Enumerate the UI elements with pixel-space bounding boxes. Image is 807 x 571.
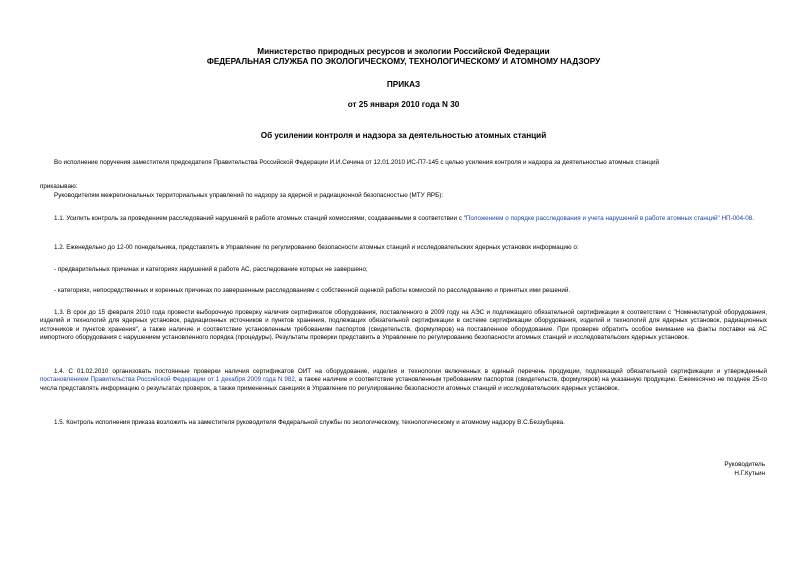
- document-title: Об усилении контроля и надзора за деятельностью атомных станций: [260, 131, 547, 140]
- signatory-name: Н.Г.Кутьин: [734, 469, 765, 477]
- regulation-link[interactable]: Положением о порядке расследования и учета нарушений в работе атомных станций" НП-004-08: [465, 215, 753, 222]
- order-word: приказываю:: [40, 183, 78, 190]
- paragraph-1-1-end: .: [752, 215, 755, 222]
- ministry-name: Министерство природных ресурсов и экологии Российской Федерации: [257, 47, 550, 56]
- signature-block: [724, 461, 765, 478]
- addressees-paragraph: Руководителям межрегиональных территориальных управлений по надзору за ядерной и радиационной безопасностью (МТУ ЯРБ):: [54, 192, 444, 199]
- paragraph-1-4-text: 1.4. С 01.02.2010 организовать постоянные проверки наличия сертификатов ОИТ на оборудование, изделия и технологии включенных в единый перечень продукции, подлежащей обязательной сертификации и утвержденный: [54, 368, 767, 375]
- intro-paragraph: Во исполнение поручения заместителя председателя Правительства Российской Федерации И.И.Сечина от 12.01.2010 ИС-П7-145 с целью усиления контроля и надзора за деятельностью атомных станций: [54, 159, 659, 166]
- document-date-number: от 25 января 2010 года N 30: [347, 100, 460, 109]
- paragraph-1-4-rest: , а также наличие и соответствие установленным требованиям паспортов (свидетельств, формуляров) на указанную продукцию. Ежемесячно не позднее 25-го числа представлять информацию о результатах проверок, а также примененных санкциях в Управление по регулированию безопасности атомных станций и исследовательских ядерных установок.: [40, 376, 767, 392]
- government-decree-link[interactable]: постановлением Правительства Российской Федерации от 1 декабря 2009 года N 982: [40, 376, 295, 384]
- service-name: ФЕДЕРАЛЬНАЯ СЛУЖБА ПО ЭКОЛОГИЧЕСКОМУ, ТЕХНОЛОГИЧЕСКОМУ И АТОМНОМУ НАДЗОРУ: [206, 57, 601, 66]
- document-type: ПРИКАЗ: [386, 80, 421, 89]
- signatory-position: Руководитель: [724, 461, 765, 468]
- paragraph-1-2-item-1: - предварительных причинах и категориях нарушений в работе АС, расследование которых не завершено;: [54, 266, 368, 273]
- paragraph-1-1: [40, 215, 767, 223]
- paragraph-1-2-item-2: - категориях, непосредственных и коренных причинах по завершенным расследованиям с собственной оценкой работы комиссий по расследованию и принятых ими решений.: [54, 287, 571, 294]
- paragraph-1-1-text: 1.1. Усилить контроль за проведением расследований нарушений в работе атомных станций комиссиями, создаваемыми в соответствии с ": [54, 215, 466, 222]
- paragraph-1-5: 1.5. Контроль исполнения приказа возложить на заместителя руководителя Федеральной службы по экологическому, технологическому и атомному надзору В.С.Беззубцева.: [54, 419, 565, 426]
- paragraph-1-3: 1.3. В срок до 15 февраля 2010 года провести выборочную проверку наличия сертификатов оборудования, поставленного в 2009 году на АЭС и подлежащего обязательной сертификации в соответствии с "Номенклатурой оборудования, изделий и технологий для ядерных установок, радиационных источников и пунктов хранения, подлежащих обязательной сертификации в системе сертификации оборудования, изделий и технологий для ядерных установок, радиационных источников и пунктов хранения", а также наличие и соответствие установленным требованиям паспортов (свидетельств, формуляров) на поставленное оборудование. При проверке обратить особое внимание на факты поставки на АС импортного оборудования с нарушением установленного порядка (процедуры). Результаты проверки представить в Управление по регулированию безопасности атомных станций и исследовательских ядерных установок.: [40, 309, 767, 341]
- paragraph-1-4: [40, 368, 767, 393]
- paragraph-1-2: 1.2. Еженедельно до 12-00 понедельника, представлять в Управление по регулированию безопасности атомных станций и исследовательских ядерных установок информацию о:: [54, 244, 579, 251]
